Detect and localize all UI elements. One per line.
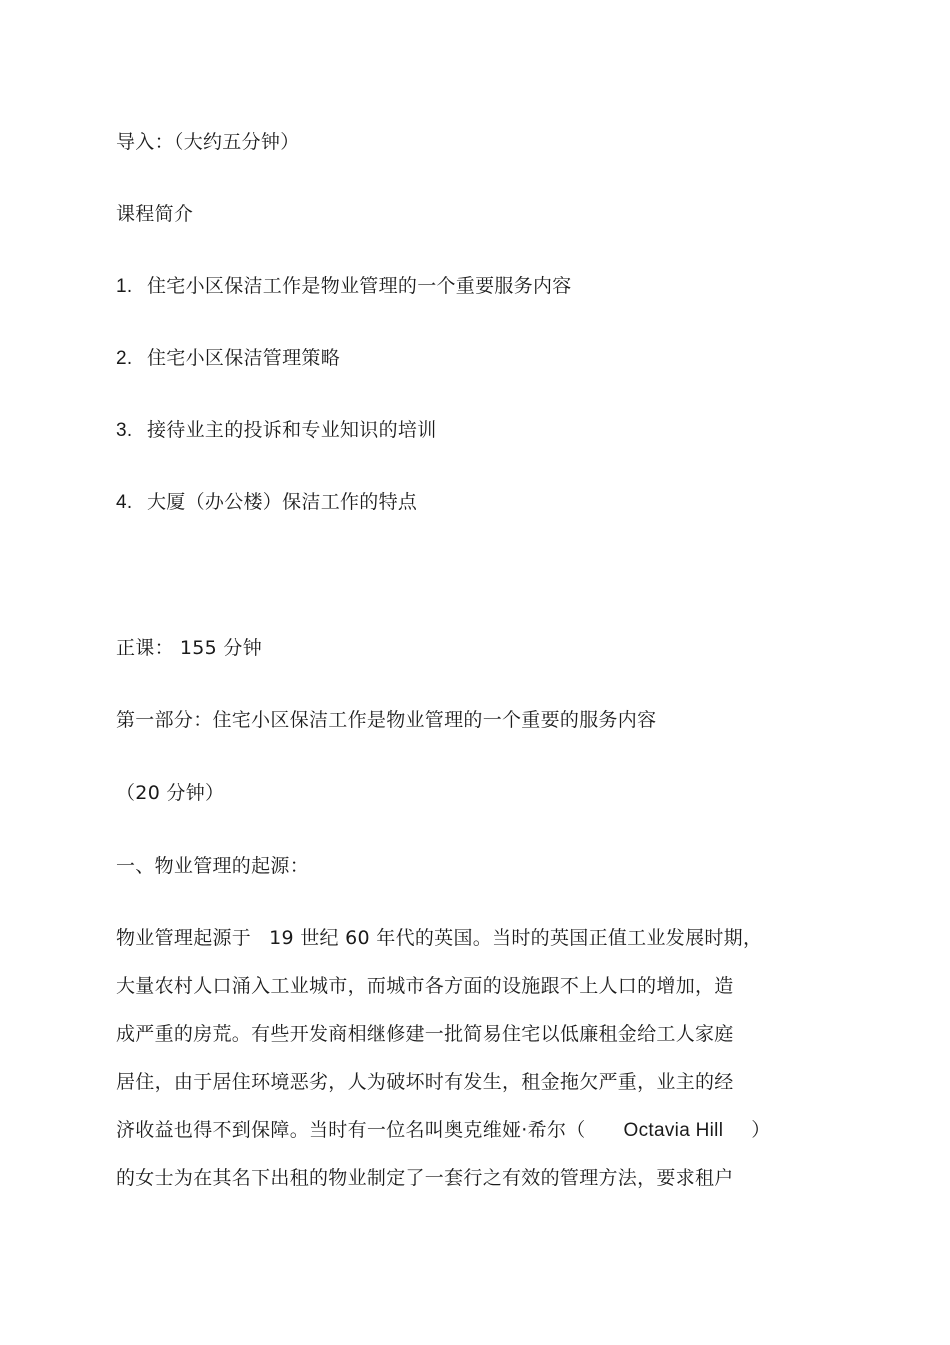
- paragraph-line: [116, 926, 816, 974]
- paragraph-line: [116, 1118, 816, 1166]
- main-heading: [116, 636, 262, 660]
- course-intro-title: 课程简介: [116, 203, 194, 225]
- list-item: [116, 346, 340, 371]
- list-item-number: 1.: [116, 276, 133, 297]
- paragraph-text: ）: [751, 1119, 771, 1141]
- list-item: [116, 418, 437, 443]
- paragraph-text: 济收益也得不到保障。当时有一位名叫奥克维娅·希尔（: [116, 1119, 586, 1141]
- paragraph-line: 的女士为在其名下出租的物业制定了一套行之有效的管理方法，要求租户: [116, 1167, 734, 1189]
- section1-title: 一、物业管理的起源：: [116, 855, 310, 877]
- main-heading-label: 正课：: [116, 637, 174, 659]
- list-item: [116, 274, 572, 299]
- list-item: [116, 490, 417, 515]
- person-name: Octavia Hill: [623, 1120, 724, 1141]
- list-item-number: 3.: [116, 420, 133, 441]
- list-item-text: 接待业主的投诉和专业知识的培训: [147, 419, 437, 441]
- list-item-text: 住宅小区保洁管理策略: [147, 347, 341, 369]
- paragraph-line: 居住，由于居住环境恶劣，人为破坏时有发生，租金拖欠严重，业主的经: [116, 1071, 734, 1093]
- part1-duration: （20 分钟）: [116, 782, 225, 804]
- part1-title: 第一部分：住宅小区保洁工作是物业管理的一个重要的服务内容: [116, 709, 657, 731]
- intro-heading: 导入：（大约五分钟）: [116, 131, 300, 153]
- list-item-number: 2.: [116, 348, 133, 369]
- paragraph-text: 物业管理起源于: [116, 927, 252, 949]
- paragraph-text: 19 世纪 60 年代的英国。当时的英国正值工业发展时期，: [269, 927, 763, 949]
- list-item-number: 4.: [116, 492, 133, 513]
- list-item-text: 住宅小区保洁工作是物业管理的一个重要服务内容: [147, 275, 572, 297]
- paragraph-line: 大量农村人口涌入工业城市，而城市各方面的设施跟不上人口的增加，造: [116, 975, 734, 997]
- paragraph-line: 成严重的房荒。有些开发商相继修建一批简易住宅以低廉租金给工人家庭: [116, 1023, 734, 1045]
- origin-paragraph: [116, 926, 816, 1214]
- list-item-text: 大厦（办公楼）保洁工作的特点: [147, 491, 418, 513]
- main-heading-duration: 155 分钟: [179, 637, 263, 659]
